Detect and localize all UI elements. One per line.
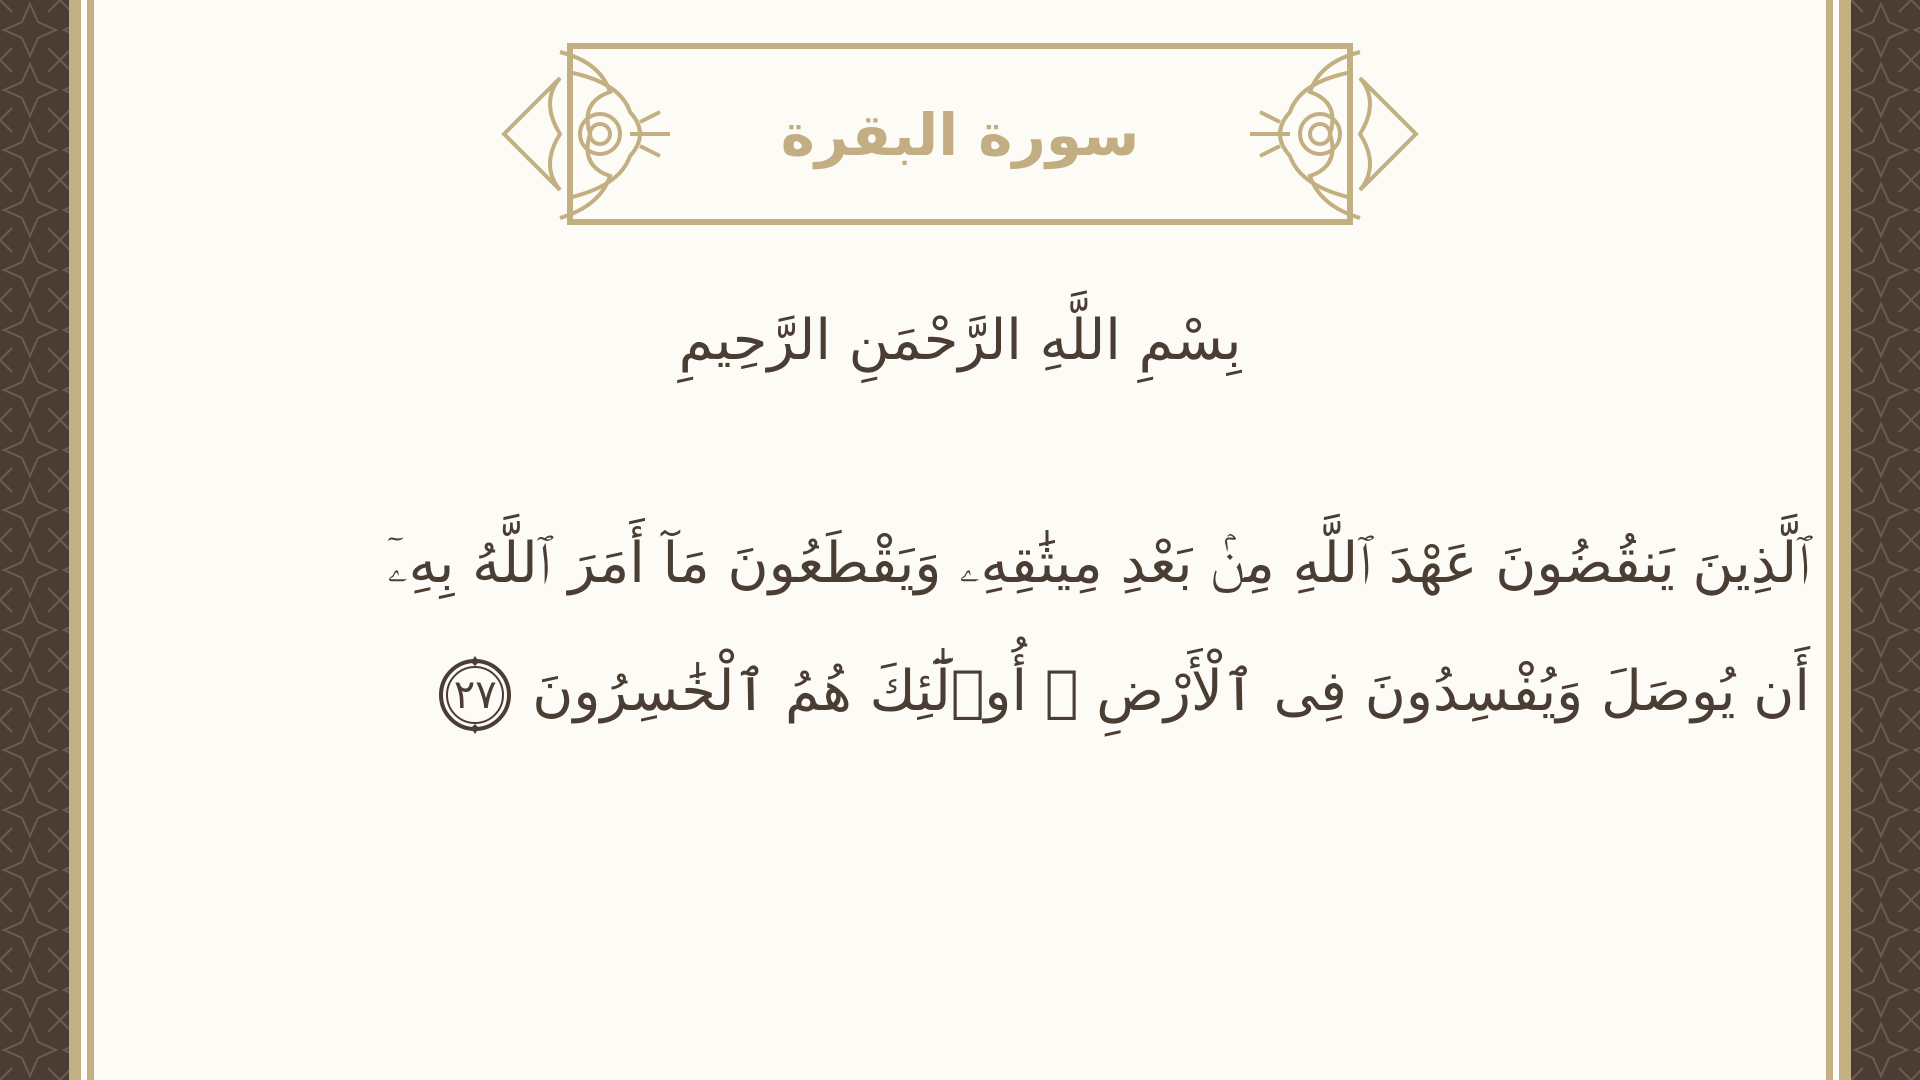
right-gold-rule-outer xyxy=(1839,0,1851,1080)
verse-line-2-text: أَن يُوصَلَ وَيُفْسِدُونَ فِى ٱلْأَرْضِ ۚ أُو۟لَٰٓئِكَ هُمُ ٱلْخَٰسِرُونَ xyxy=(532,659,1810,724)
right-geometric-pattern-border xyxy=(1851,0,1920,1080)
verse-line-2 xyxy=(250,628,1810,756)
right-gold-rule-inner xyxy=(1826,0,1833,1080)
surah-title: سورة البقرة xyxy=(780,101,1140,169)
left-gold-rule-inner xyxy=(87,0,94,1080)
left-geometric-pattern-border xyxy=(0,0,69,1080)
verse-line-1: ٱلَّذِينَ يَنقُضُونَ عَهْدَ ٱللَّهِ مِنۢ بَعْدِ مِيثَٰقِهِۦ وَيَقْطَعُونَ مَآ أَمَرَ ٱللَّهُ بِهِۦٓ xyxy=(387,531,1810,596)
verse-text xyxy=(250,500,1810,756)
ayah-number: ٢٧ xyxy=(453,671,497,718)
left-gold-rule-outer xyxy=(69,0,81,1080)
surah-header-cartouche xyxy=(500,42,1420,228)
basmala-calligraphy: بِسْمِ اللَّهِ الرَّحْمَنِ الرَّحِيمِ xyxy=(678,307,1242,373)
ayah-end-marker xyxy=(434,654,516,736)
